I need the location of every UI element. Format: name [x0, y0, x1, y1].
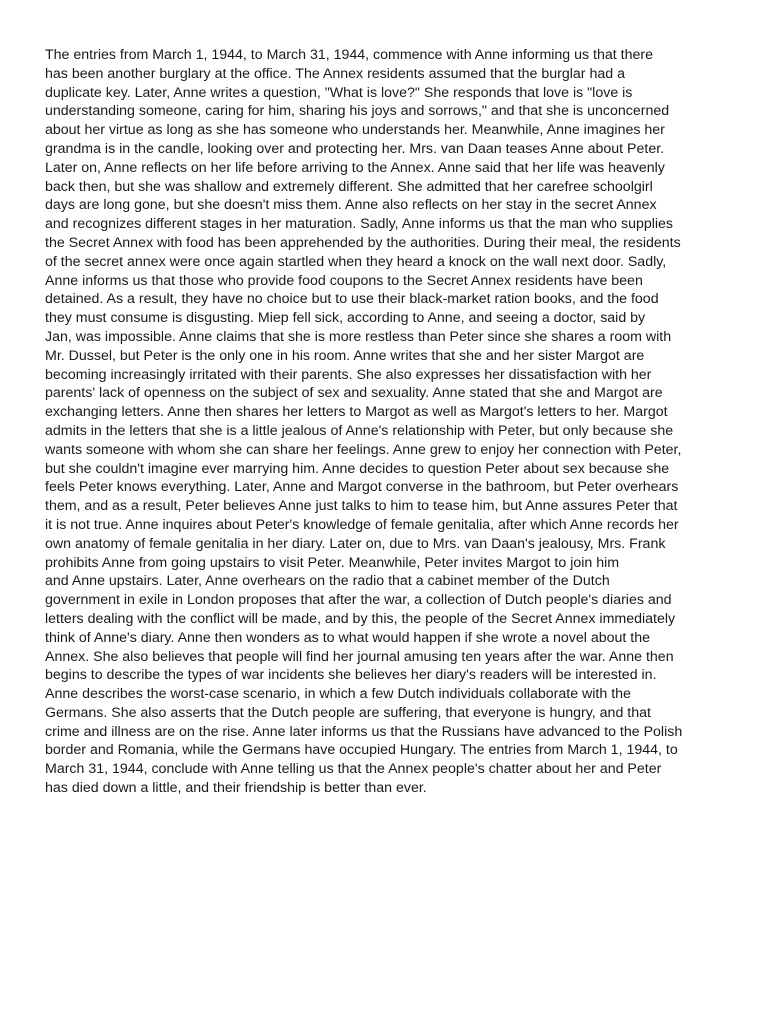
paragraph-line: Anne informs us that those who provide food coupons to the Secret Annex residents have been	[45, 272, 643, 289]
paragraph-line: becoming increasingly irritated with their parents. She also expresses her dissatisfaction with her	[45, 366, 652, 383]
paragraph-line: Jan, was impossible. Anne claims that she is more restless than Peter since she shares a room with	[45, 328, 672, 345]
paragraph-line: March 31, 1944, conclude with Anne telling us that the Annex people's chatter about her and Peter	[45, 761, 662, 778]
paragraph-line: of the secret annex were once again startled when they heard a knock on the wall next door. Sadly,	[45, 253, 667, 270]
paragraph-line: parents' lack of openness on the subject of sex and sexuality. Anne stated that she and Margot are	[45, 385, 663, 402]
paragraph-line: has been another burglary at the office. The Annex residents assumed that the burglar had a	[45, 65, 625, 82]
paragraph-line: Anne describes the worst-case scenario, in which a few Dutch individuals collaborate with the	[45, 686, 631, 703]
paragraph-line: admits in the letters that she is a little jealous of Anne's relationship with Peter, but only because she	[45, 422, 674, 439]
paragraph-line: prohibits Anne from going upstairs to visit Peter. Meanwhile, Peter invites Margot to join him	[45, 554, 620, 571]
paragraph-line: grandma is in the candle, looking over and protecting her. Mrs. van Daan teases Anne about Peter.	[45, 140, 665, 157]
paragraph-line: begins to describe the types of war incidents she believes her diary's readers will be interested in.	[45, 667, 657, 684]
paragraph-line: about her virtue as long as she has someone who understands her. Meanwhile, Anne imagines her	[45, 122, 665, 139]
paragraph-line: and recognizes different stages in her maturation. Sadly, Anne informs us that the man who supplies	[45, 216, 674, 233]
paragraph-line: Germans. She also asserts that the Dutch people are suffering, that everyone is hungry, and that	[45, 704, 651, 721]
paragraph-line: border and Romania, while the Germans have occupied Hungary. The entries from March 1, 1944, to	[45, 742, 678, 759]
paragraph-line: Mr. Dussel, but Peter is the only one in his room. Anne writes that she and her sister Margot are	[45, 347, 645, 364]
paragraph-line: duplicate key. Later, Anne writes a question, "What is love?" She responds that love is "love is	[45, 84, 633, 101]
paragraph-line: Annex. She also believes that people will find her journal amusing ten years after the war. Anne then	[45, 648, 674, 665]
paragraph-line: The entries from March 1, 1944, to March 31, 1944, commence with Anne informing us that there	[45, 47, 654, 63]
paragraph-line: letters dealing with the conflict will be made, and by this, the people of the Secret Annex immediately	[45, 610, 676, 627]
paragraph-line: think of Anne's diary. Anne then wonders as to what would happen if she wrote a novel about the	[45, 629, 651, 646]
paragraph-line: government in exile in London proposes that after the war, a collection of Dutch people's diaries and	[45, 592, 672, 609]
paragraph-line: own anatomy of female genitalia in her diary. Later on, due to Mrs. van Daan's jealousy, Mrs. Frank	[45, 535, 666, 552]
paragraph-line: it is not true. Anne inquires about Peter's knowledge of female genitalia, after which Anne records her	[45, 516, 679, 533]
body-paragraph	[45, 46, 765, 798]
paragraph-line: crime and illness are on the rise. Anne later informs us that the Russians have advanced to the Polish	[45, 723, 683, 740]
paragraph-line: Later on, Anne reflects on her life before arriving to the Annex. Anne said that her life was heavenly	[45, 159, 665, 176]
paragraph-line: exchanging letters. Anne then shares her letters to Margot as well as Margot's letters to her. Margot	[45, 404, 668, 421]
paragraph-line: wants someone with whom she can share her feelings. Anne grew to enjoy her connection with Peter,	[45, 441, 682, 458]
paragraph-line: detained. As a result, they have no choice but to use their black-market ration books, and the food	[45, 291, 659, 308]
paragraph-line: feels Peter knows everything. Later, Anne and Margot converse in the bathroom, but Peter overhears	[45, 479, 679, 496]
paragraph-line: back then, but she was shallow and extremely different. She admitted that her carefree schoolgirl	[45, 178, 653, 195]
paragraph-line: days are long gone, but she doesn't miss them. Anne also reflects on her stay in the secret Annex	[45, 197, 657, 214]
paragraph-line: them, and as a result, Peter believes Anne just talks to him to tease him, but Anne assures Peter that	[45, 498, 678, 515]
paragraph-line: they must consume is disgusting. Miep fell sick, according to Anne, and seeing a doctor, said by	[45, 310, 646, 327]
paragraph-line: has died down a little, and their friendship is better than ever.	[45, 780, 427, 797]
paragraph-line: understanding someone, caring for him, sharing his joys and sorrows," and that she is unconcerned	[45, 103, 670, 120]
paragraph-line: but she couldn't imagine ever marrying him. Anne decides to question Peter about sex because she	[45, 460, 670, 477]
paragraph-line: and Anne upstairs. Later, Anne overhears on the radio that a cabinet member of the Dutch	[45, 573, 610, 590]
paragraph-line: the Secret Annex with food has been apprehended by the authorities. During their meal, the residents	[45, 234, 681, 251]
